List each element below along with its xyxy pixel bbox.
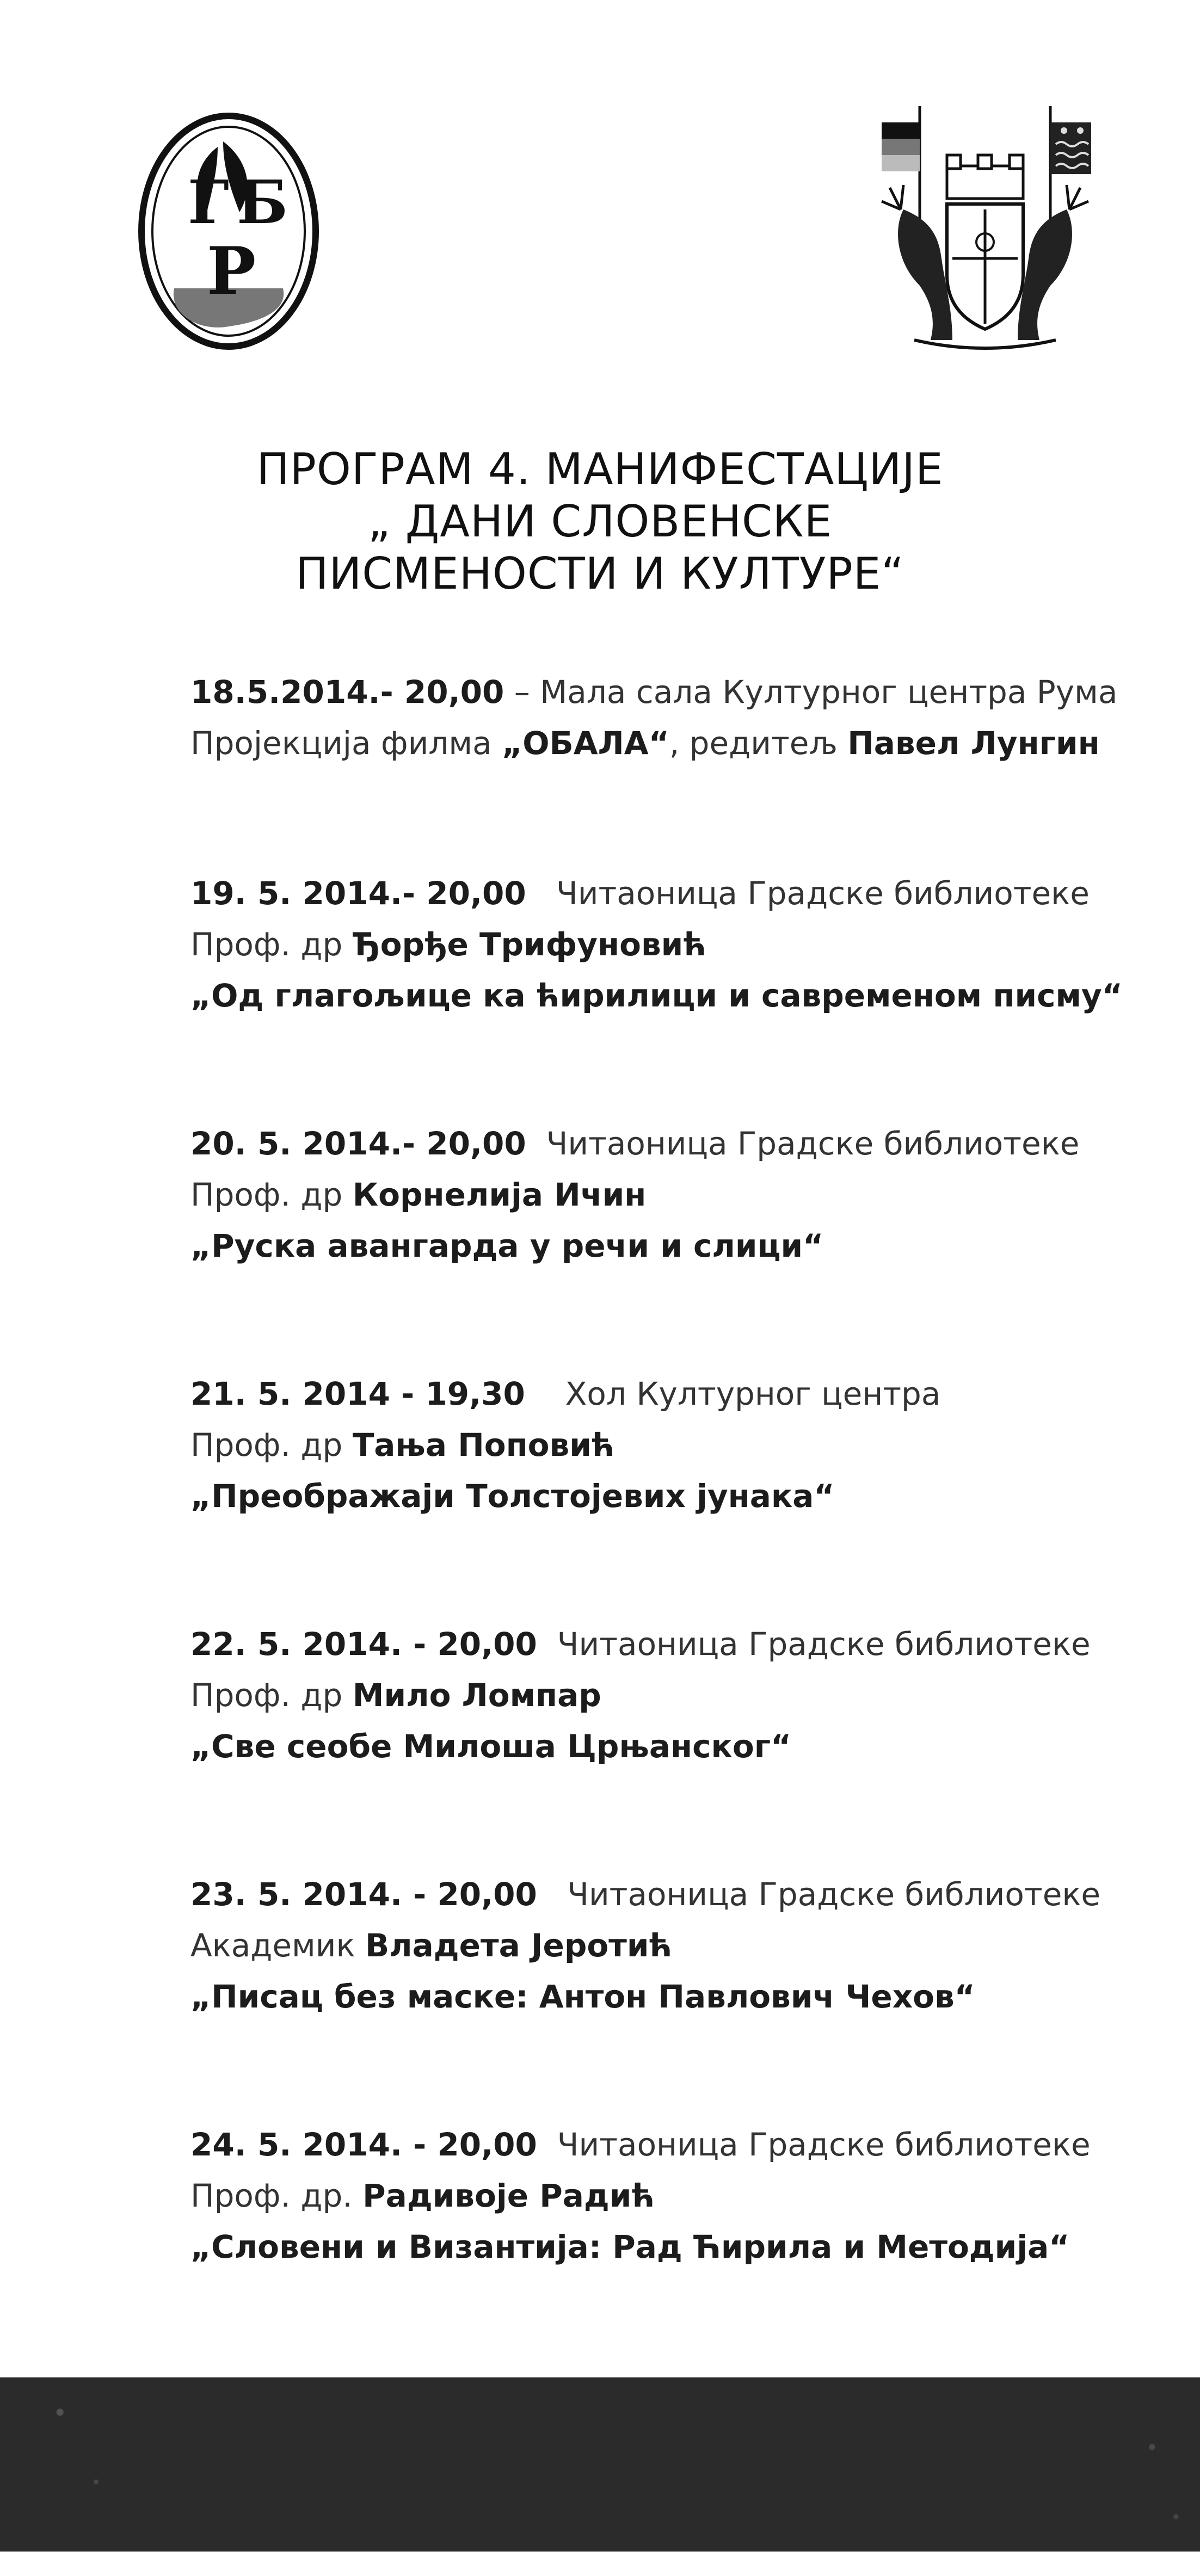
title-line-2: „ ДАНИ СЛОВЕНСКЕ (367, 496, 833, 547)
event-datetime: 23. 5. 2014. - 20,00 (190, 1876, 537, 1913)
svg-text:Р: Р (207, 233, 256, 310)
speaker-title: Проф. др (190, 1176, 353, 1213)
speaker-name: Радивоје Радић (362, 2177, 655, 2214)
event-venue: Читаоница Градске библиотеке (546, 1125, 1080, 1162)
speaker-name: Ђорђе Трифуновић (352, 926, 706, 963)
event-separator: – (504, 674, 540, 711)
event-item (190, 1118, 1170, 1271)
event-datetime: 18.5.2014.- 20,00 (190, 674, 504, 711)
speaker-title: Проф. др (190, 1426, 353, 1463)
svg-text:Б: Б (237, 167, 288, 237)
footer-band (0, 2377, 1200, 2552)
event-item (190, 1869, 1170, 2022)
library-monogram-logo (136, 109, 321, 354)
event-item (190, 2119, 1170, 2272)
event-venue: Читаоница Градске библиотеке (557, 1626, 1091, 1663)
event-description-prefix: Пројекција филма (190, 725, 502, 762)
event-topic: „Од глагољице ка ћирилици и савременом писму“ (190, 977, 1123, 1014)
speaker-title: Академик (190, 1927, 365, 1964)
speaker-title: Проф. др (190, 926, 353, 963)
title-line-3: ПИСМЕНОСТИ И КУЛТУРЕ“ (296, 548, 904, 599)
event-datetime: 20. 5. 2014.- 20,00 (190, 1125, 526, 1162)
speaker-name: Тања Поповић (352, 1426, 615, 1463)
program-title (0, 443, 1200, 600)
director-name: Павел Лунгин (847, 725, 1100, 762)
speaker-title: Проф. др (190, 1677, 353, 1714)
svg-text:Г: Г (188, 167, 229, 237)
event-topic: „Руска авангарда у речи и слици“ (190, 1227, 824, 1264)
event-topic: „Преображаји Толстојевих јунака“ (190, 1478, 835, 1515)
event-item (190, 868, 1170, 1021)
speaker-name: Корнелија Ичин (352, 1176, 647, 1213)
event-topic: „Све сеобе Милоша Црњанског“ (190, 1728, 792, 1765)
speaker-name: Владета Јеротић (365, 1927, 673, 1964)
event-datetime: 24. 5. 2014. - 20,00 (190, 2126, 537, 2163)
event-venue: Читаоница Градске библиотеке (557, 2126, 1091, 2163)
film-title: „ОБАЛА“ (502, 725, 669, 762)
event-item (190, 1368, 1170, 1522)
event-venue: Мала сала Културног центра Рума (540, 674, 1118, 711)
coat-of-arms-logo (871, 101, 1099, 351)
event-venue: Читаоница Градске библиотеке (556, 875, 1090, 912)
event-item (190, 666, 1170, 769)
speaker-title: Проф. др. (190, 2177, 363, 2214)
event-description-mid: , редитељ (669, 725, 848, 762)
speaker-name: Мило Ломпар (352, 1677, 601, 1714)
event-datetime: 19. 5. 2014.- 20,00 (190, 875, 526, 912)
event-venue: Читаоница Градске библиотеке (567, 1876, 1101, 1913)
event-datetime: 21. 5. 2014 - 19,30 (190, 1375, 525, 1412)
title-line-1: ПРОГРАМ 4. МАНИФЕСТАЦИЈЕ (256, 444, 944, 495)
event-topic: „Писац без маске: Антон Павлович Чехов“ (190, 1978, 975, 2015)
event-venue: Хол Културног центра (565, 1375, 941, 1412)
event-topic: „Словени и Византија: Рад Ћирила и Методија“ (190, 2228, 1070, 2265)
event-datetime: 22. 5. 2014. - 20,00 (190, 1626, 537, 1663)
event-item (190, 1619, 1170, 1772)
